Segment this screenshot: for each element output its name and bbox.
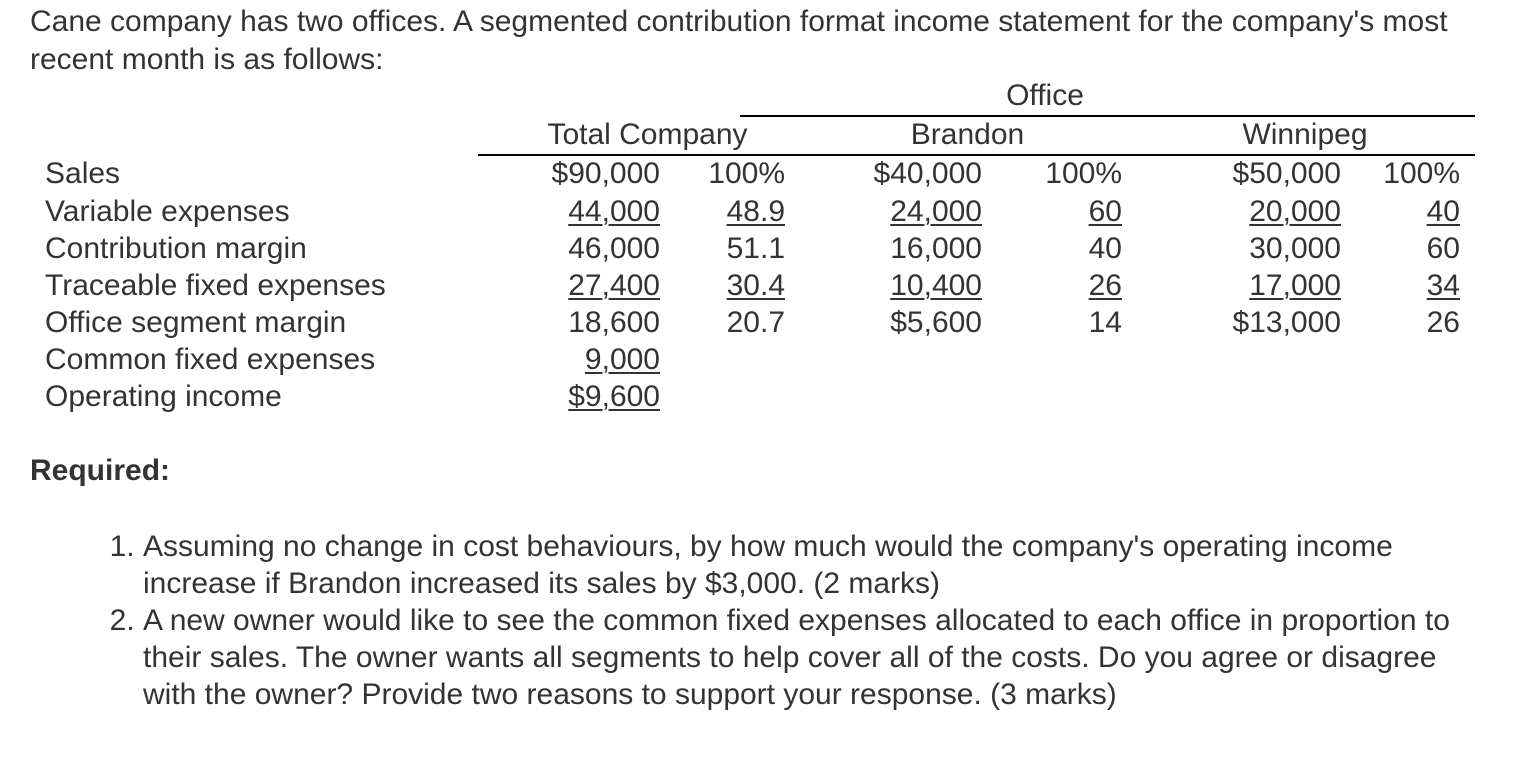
row-label-common-fixed-expenses: Common fixed expenses	[45, 343, 376, 376]
brandon-contribution-margin-pct: 40	[1088, 232, 1122, 265]
intro-text: Cane company has two offices. A segmented contribution format income statement for the company's most recent month is as follows:	[30, 5, 1448, 76]
total-traceable-fixed-amount: 27,400	[568, 269, 660, 302]
brandon-variable-expenses-amount: 24,000	[890, 195, 982, 228]
total-traceable-fixed-pct: 30.4	[726, 269, 785, 302]
winnipeg-traceable-fixed-amount: 17,000	[1249, 269, 1341, 302]
total-sales-amount: $90,000	[551, 157, 660, 190]
winnipeg-header: Winnipeg	[1242, 118, 1368, 151]
total-common-fixed-amount: 9,000	[584, 343, 660, 376]
brandon-sales-pct: 100%	[1045, 157, 1122, 190]
required-heading: Required:	[30, 454, 171, 487]
brandon-sales-amount: $40,000	[873, 157, 982, 190]
winnipeg-contribution-margin-amount: 30,000	[1249, 232, 1341, 265]
winnipeg-contribution-margin-pct: 60	[1426, 232, 1460, 265]
total-company-header: Total Company	[547, 118, 748, 151]
total-contribution-margin-amount: 46,000	[568, 232, 660, 265]
total-segment-margin-pct: 20.7	[726, 306, 785, 339]
winnipeg-sales-pct: 100%	[1383, 157, 1460, 190]
winnipeg-sales-amount: $50,000	[1232, 157, 1341, 190]
total-operating-income-amount: $9,600	[568, 380, 660, 413]
question-list	[143, 528, 1473, 713]
brandon-contribution-margin-amount: 16,000	[890, 232, 982, 265]
brandon-segment-margin-amount: $5,600	[890, 306, 982, 339]
total-contribution-margin-pct: 51.1	[726, 232, 785, 265]
winnipeg-segment-margin-amount: $13,000	[1232, 306, 1341, 339]
brandon-header: Brandon	[910, 118, 1025, 151]
total-variable-expenses-amount: 44,000	[568, 195, 660, 228]
winnipeg-variable-expenses-amount: 20,000	[1249, 195, 1341, 228]
row-label-traceable-fixed-expenses: Traceable fixed expenses	[45, 269, 386, 302]
total-sales-pct: 100%	[708, 157, 785, 190]
office-header: Office	[1006, 79, 1084, 112]
winnipeg-traceable-fixed-pct: 34	[1426, 269, 1460, 302]
row-label-sales: Sales	[45, 157, 121, 190]
brandon-traceable-fixed-amount: 10,400	[890, 269, 982, 302]
brandon-traceable-fixed-pct: 26	[1088, 269, 1122, 302]
question-2: 2. A new owner would like to see the common fixed expenses allocated to each office in proportion to their sales. The owner wants all segments to help cover all of the costs. Do you agree or disagree with the owner? Provide two reasons to support your response. (3 marks)	[143, 602, 1473, 713]
winnipeg-segment-margin-pct: 26	[1426, 306, 1460, 339]
row-label-variable-expenses: Variable expenses	[45, 195, 290, 228]
row-label-operating-income: Operating income	[45, 380, 282, 413]
question-1: 1. Assuming no change in cost behaviours, by how much would the company's operating income increase if Brandon increased its sales by $3,000. (2 marks)	[143, 528, 1473, 602]
total-variable-expenses-pct: 48.9	[726, 195, 785, 228]
row-label-office-segment-margin: Office segment margin	[45, 306, 347, 339]
brandon-segment-margin-pct: 14	[1088, 306, 1122, 339]
brandon-variable-expenses-pct: 60	[1088, 195, 1122, 228]
row-label-contribution-margin: Contribution margin	[45, 232, 307, 265]
winnipeg-variable-expenses-pct: 40	[1426, 195, 1460, 228]
total-segment-margin-amount: 18,600	[568, 306, 660, 339]
